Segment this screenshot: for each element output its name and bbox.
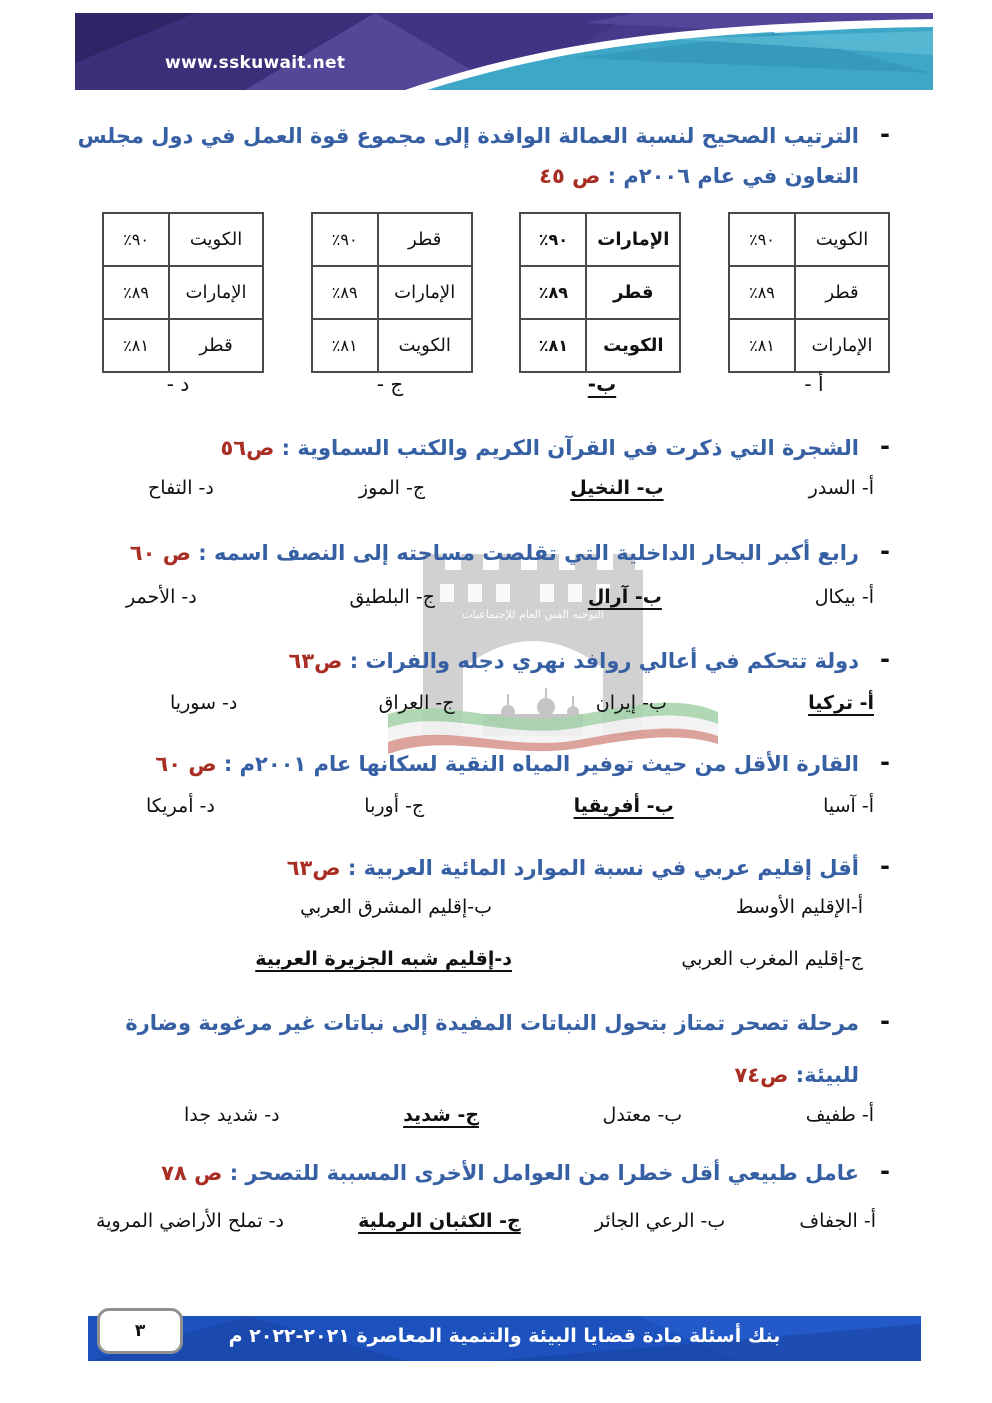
- country-cell: الكويت: [795, 213, 889, 266]
- bullet-dash: -: [880, 645, 890, 673]
- option-c: ج-إقليم المغرب العربي: [681, 948, 863, 970]
- question-3: [129, 533, 890, 573]
- question-7-options: [184, 1104, 874, 1126]
- bullet-dash: -: [880, 120, 890, 148]
- percent-cell: ٩٠٪: [312, 213, 378, 266]
- option-a: أ- آسيا: [823, 795, 874, 817]
- country-cell: قطر: [169, 319, 263, 372]
- option-label-c: ج -: [376, 372, 404, 396]
- option-d: د- شديد جدا: [184, 1104, 280, 1126]
- question-2-options: [148, 477, 874, 499]
- table-row: [729, 266, 889, 319]
- question-6: [286, 848, 890, 888]
- watermark-org-text: التوجيه الفني العام للإجتماعيات: [462, 608, 604, 621]
- option-label-b-correct: ب-: [587, 372, 617, 396]
- question-1-line-2: [78, 156, 859, 196]
- country-cell: الكويت: [169, 213, 263, 266]
- question-3-text: رابع أكبر البحار الداخلية التي تقلصت مساحته إلى النصف اسمه :: [198, 541, 859, 565]
- percent-cell: ٨٩٪: [312, 266, 378, 319]
- option-b-correct: ب- النخيل: [570, 477, 664, 499]
- percent-cell: ٩٠٪: [103, 213, 169, 266]
- page-reference: ص ٤٥: [539, 164, 601, 188]
- option-a: أ- بيكال: [814, 586, 874, 608]
- option-b-correct: ب- آرال: [587, 586, 662, 608]
- percent-cell: ٩٠٪: [729, 213, 795, 266]
- bullet-dash: -: [880, 1157, 890, 1185]
- option-b-correct: ب- أفريقيا: [573, 795, 674, 817]
- option-c: ج- البلطيق: [349, 586, 435, 608]
- option-d: د- تملح الأراضي المروية: [96, 1210, 285, 1232]
- question-2: [220, 428, 890, 468]
- country-cell: الإمارات: [378, 266, 472, 319]
- option-c: ج- أوربا: [364, 795, 425, 817]
- option-a: أ-الإقليم الأوسط: [735, 896, 863, 918]
- table-option-labels: [102, 372, 890, 396]
- option-c: ج- الموز: [358, 477, 426, 499]
- question-8: [161, 1153, 890, 1193]
- option-d-correct: د-إقليم شبه الجزيرة العربية: [255, 948, 512, 970]
- option-d: د- الأحمر: [126, 586, 197, 608]
- country-cell: قطر: [378, 213, 472, 266]
- table-row: [103, 266, 263, 319]
- answer-table-b-correct: [519, 212, 681, 373]
- option-b: ب- إيران: [595, 692, 667, 714]
- question-1: [77, 116, 890, 196]
- page-reference: ص ٦٠: [129, 541, 191, 565]
- page-reference: ص ٧٨: [161, 1161, 223, 1185]
- header-banner: [75, 13, 933, 90]
- question-3-options: [126, 586, 874, 608]
- bullet-dash: -: [880, 748, 890, 776]
- country-cell: الإمارات: [795, 319, 889, 372]
- table-row: [103, 319, 263, 372]
- option-a: أ- السدر: [808, 477, 874, 499]
- percent-cell: ٨٩٪: [520, 266, 586, 319]
- table-row: [520, 319, 680, 372]
- table-row: [729, 213, 889, 266]
- question-4: [288, 641, 890, 681]
- question-7-line-1: مرحلة تصحر تمتاز بتحول النباتات المفيدة إلى نباتات غير مرغوبة وضارة: [125, 1011, 859, 1035]
- question-7-continued: [734, 1055, 859, 1095]
- question-5: [155, 744, 890, 784]
- percent-cell: ٨١٪: [729, 319, 795, 372]
- country-cell: الكويت: [378, 319, 472, 372]
- answer-table-a: [728, 212, 890, 373]
- bullet-dash: -: [880, 1007, 890, 1035]
- question-2-text: الشجرة التي ذكرت في القرآن الكريم والكتب السماوية :: [281, 436, 859, 460]
- option-a: أ- طفيف: [805, 1104, 874, 1126]
- page-reference: ص٦٣: [288, 649, 343, 673]
- bullet-dash: -: [880, 852, 890, 880]
- table-row: [312, 266, 472, 319]
- question-7: [125, 1003, 890, 1043]
- question-5-options: [146, 795, 874, 817]
- percent-cell: ٨١٪: [312, 319, 378, 372]
- percent-cell: ٩٠٪: [520, 213, 586, 266]
- question-8-options: [96, 1210, 876, 1232]
- option-label-d: د -: [166, 372, 190, 396]
- page-reference: ص٥٦: [220, 436, 275, 460]
- answer-table-d: [102, 212, 264, 373]
- page-number: ٣: [134, 1321, 146, 1341]
- footer-title: بنك أسئلة مادة قضايا البيئة والتنمية المعاصرة ٢٠٢١-٢٠٢٢ م: [228, 1325, 781, 1347]
- percent-cell: ٨٩٪: [729, 266, 795, 319]
- question-6-text: أقل إقليم عربي في نسبة الموارد المائية العربية :: [347, 856, 859, 880]
- question-4-options: [170, 692, 874, 714]
- answer-tables-row: [102, 212, 890, 373]
- option-c-correct: ج- الكثبان الرملية: [358, 1210, 521, 1232]
- option-d: د- سوريا: [170, 692, 238, 714]
- question-5-text: القارة الأقل من حيث توفير المياه النقية لسكانها عام ٢٠٠١م :: [223, 752, 859, 776]
- option-d: د- التفاح: [148, 477, 214, 499]
- question-7-line-2: للبيئة:: [795, 1063, 859, 1087]
- question-4-text: دولة تتحكم في أعالي روافد نهري دجله والفرات :: [349, 649, 859, 673]
- website-url: www.sskuwait.net: [165, 53, 346, 73]
- option-a: أ- الجفاف: [799, 1210, 876, 1232]
- option-b: ب-إقليم المشرق العربي: [300, 896, 492, 918]
- percent-cell: ٨١٪: [103, 319, 169, 372]
- country-cell: الإمارات: [586, 213, 680, 266]
- page-reference: ص٧٤: [734, 1063, 789, 1087]
- option-b: ب- الرعي الجائر: [594, 1210, 726, 1232]
- bullet-dash: -: [880, 537, 890, 565]
- country-cell: الإمارات: [169, 266, 263, 319]
- option-a-correct: أ- تركيا: [808, 692, 874, 714]
- table-row: [729, 319, 889, 372]
- option-label-a: أ -: [804, 372, 824, 396]
- country-cell: قطر: [586, 266, 680, 319]
- option-c-correct: ج- شديد: [403, 1104, 480, 1126]
- option-b: ب- معتدل: [602, 1104, 683, 1126]
- table-row: [103, 213, 263, 266]
- country-cell: قطر: [795, 266, 889, 319]
- option-c: ج- العراق: [378, 692, 455, 714]
- page-reference: ص٦٣: [286, 856, 341, 880]
- question-1-line-2-text: التعاون في عام ٢٠٠٦م :: [607, 164, 859, 188]
- percent-cell: ٨٩٪: [103, 266, 169, 319]
- bullet-dash: -: [880, 432, 890, 460]
- header-banner-graphic: [75, 13, 933, 90]
- table-row: [520, 266, 680, 319]
- table-row: [520, 213, 680, 266]
- percent-cell: ٨١٪: [520, 319, 586, 372]
- table-row: [312, 319, 472, 372]
- question-8-text: عامل طبيعي أقل خطرا من العوامل الأخرى المسببة للتصحر :: [229, 1161, 859, 1185]
- answer-table-c: [311, 212, 473, 373]
- question-1-line-1: الترتيب الصحيح لنسبة العمالة الوافدة إلى مجموع قوة العمل في دول مجلس: [77, 124, 859, 148]
- page-number-box: [97, 1308, 183, 1354]
- table-row: [312, 213, 472, 266]
- country-cell: الكويت: [586, 319, 680, 372]
- option-d: د- أمريكا: [146, 795, 215, 817]
- page-reference: ص ٦٠: [155, 752, 217, 776]
